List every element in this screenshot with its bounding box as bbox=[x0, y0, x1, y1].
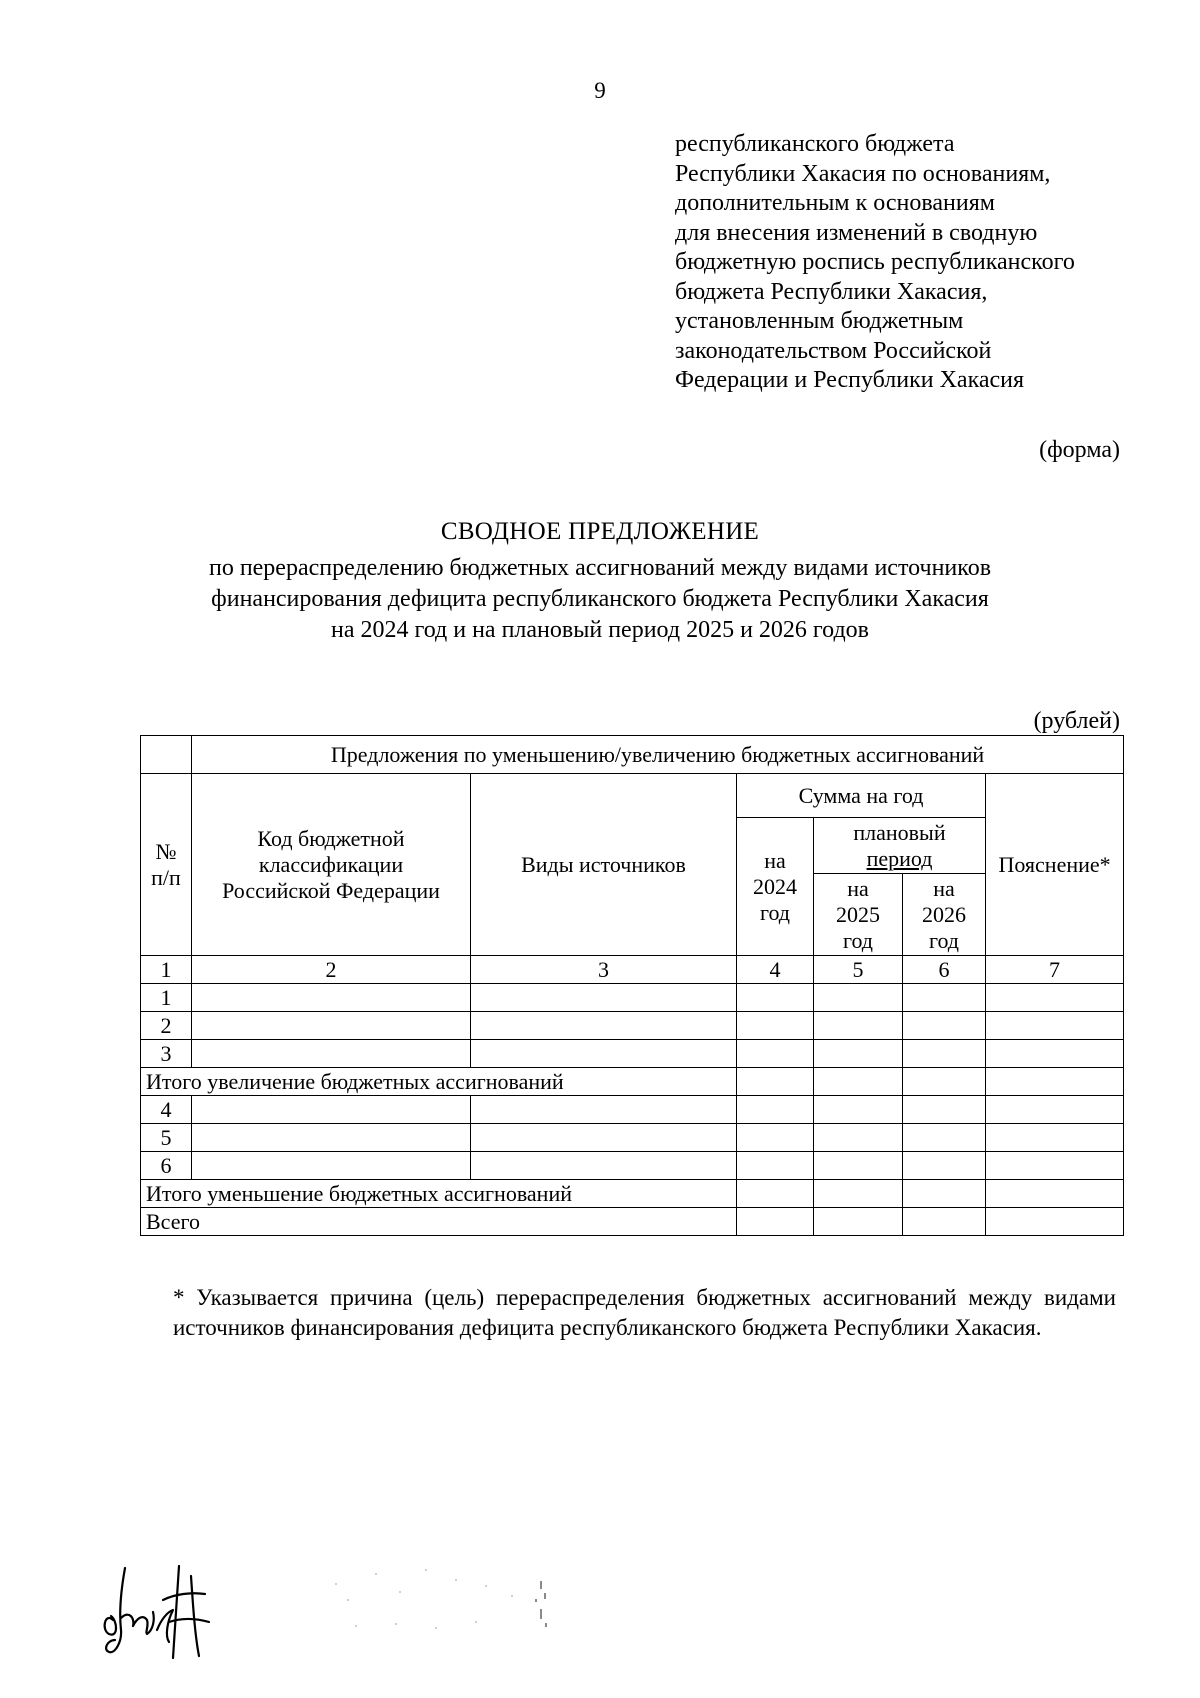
column-number: 6 bbox=[903, 956, 986, 984]
col-header-code: Код бюджетной классификации Российской Федерации bbox=[192, 774, 471, 956]
row-number: 4 bbox=[141, 1096, 192, 1124]
col-header-sources: Виды источников bbox=[471, 774, 737, 956]
table-row bbox=[141, 1124, 1124, 1152]
document-subtitle bbox=[0, 553, 1200, 646]
reference-line: дополнительным к основаниям bbox=[675, 190, 995, 216]
table-row bbox=[141, 1012, 1124, 1040]
sum-header: Сумма на год bbox=[737, 774, 986, 818]
row-number: 1 bbox=[141, 984, 192, 1012]
scan-artifact bbox=[335, 1565, 565, 1635]
col-header-2026: на 2026 год bbox=[903, 874, 986, 956]
row-number: 6 bbox=[141, 1152, 192, 1180]
column-number: 5 bbox=[814, 956, 903, 984]
approval-reference-block bbox=[675, 130, 1135, 396]
document-title: СВОДНОЕ ПРЕДЛОЖЕНИЕ bbox=[440, 518, 760, 545]
grand-total-label: Всего bbox=[141, 1208, 737, 1236]
increase-total-label: Итого увеличение бюджетных ассигнований bbox=[141, 1068, 737, 1096]
increase-total-row bbox=[141, 1068, 1124, 1096]
row-number: 2 bbox=[141, 1012, 192, 1040]
reference-line: законодательством Российской bbox=[675, 337, 992, 364]
reference-line: для внесения изменений в сводную bbox=[675, 219, 1038, 246]
column-number: 2 bbox=[192, 956, 471, 984]
reallocation-table bbox=[140, 735, 1124, 1236]
table-row bbox=[141, 1096, 1124, 1124]
reference-line: республиканского бюджета bbox=[675, 131, 955, 157]
decrease-total-row bbox=[141, 1180, 1124, 1208]
column-number: 1 bbox=[141, 956, 192, 984]
table-row bbox=[141, 1040, 1124, 1068]
form-label: (форма) bbox=[1039, 437, 1120, 463]
reference-line: Республики Хакасия по основаниям, bbox=[675, 160, 1051, 187]
header-empty-cell bbox=[141, 736, 192, 774]
col-header-2024: на 2024 год bbox=[737, 818, 814, 956]
reference-line: Федерации и Республики Хакасия bbox=[675, 367, 1025, 393]
reference-line: бюджетную роспись республиканского bbox=[675, 249, 1075, 275]
units-label: (рублей) bbox=[1033, 708, 1120, 734]
handwritten-signature-icon bbox=[95, 1560, 225, 1660]
decrease-total-label: Итого уменьшение бюджетных ассигнований bbox=[141, 1180, 737, 1208]
column-number: 3 bbox=[471, 956, 737, 984]
row-number: 5 bbox=[141, 1124, 192, 1152]
subtitle-line: финансирования дефицита республиканского бюджета Республики Хакасия bbox=[211, 586, 989, 612]
group-header: Предложения по уменьшению/увеличению бюджетных ассигнований bbox=[192, 736, 1124, 774]
row-number: 3 bbox=[141, 1040, 192, 1068]
planned-period-header: плановый период bbox=[814, 818, 986, 874]
column-number: 4 bbox=[737, 956, 814, 984]
col-header-2025: на 2025 год bbox=[814, 874, 903, 956]
column-number-row bbox=[141, 956, 1124, 984]
reference-line: бюджета Республики Хакасия, bbox=[675, 278, 988, 305]
reference-line: установленным бюджетным bbox=[675, 308, 964, 334]
col-header-number: № п/п bbox=[141, 774, 192, 956]
table-row bbox=[141, 984, 1124, 1012]
footnote: * Указывается причина (цель) перераспределения бюджетных ассигнований между видами источников финансирования дефицита республиканского бюджета Республики Хакасия. bbox=[173, 1285, 1116, 1340]
table-row bbox=[141, 1152, 1124, 1180]
subtitle-line: по перераспределению бюджетных ассигнований между видами источников bbox=[208, 555, 992, 581]
col-header-note: Пояснение* bbox=[986, 774, 1124, 956]
page-number: 9 bbox=[594, 78, 606, 103]
grand-total-row bbox=[141, 1208, 1124, 1236]
subtitle-line: на 2024 год и на плановый период 2025 и 2026 годов bbox=[330, 617, 870, 643]
column-number: 7 bbox=[986, 956, 1124, 984]
